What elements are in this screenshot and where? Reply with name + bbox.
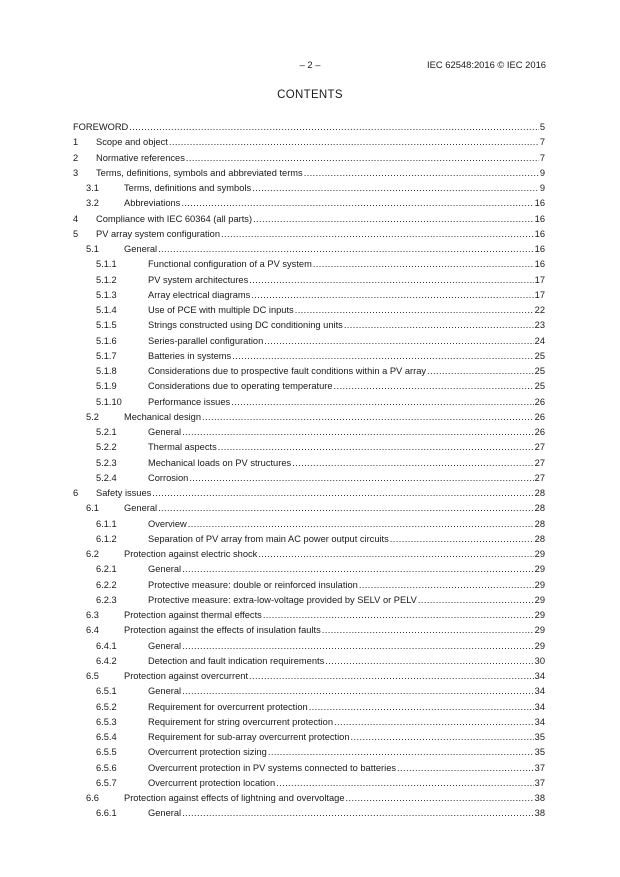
toc-entry-page: 9 (539, 183, 545, 193)
toc-dot-leader (359, 578, 534, 593)
toc-entry-line (124, 547, 545, 562)
toc-entry[interactable] (73, 471, 545, 486)
toc-entry-line (148, 715, 545, 730)
toc-entry-page: 35 (534, 732, 545, 742)
toc-dot-leader (182, 425, 534, 440)
toc-entry-title: PV system architectures (148, 273, 249, 288)
toc-entry[interactable] (73, 318, 545, 333)
toc-entry-number: 6.4.1 (96, 640, 117, 651)
toc-entry-number: 5.1.7 (96, 350, 117, 361)
toc-entry-title: Corrosion (148, 471, 189, 486)
page-title: CONTENTS (277, 89, 343, 101)
toc-entry[interactable] (73, 303, 545, 318)
toc-entry-title: Overcurrent protection sizing (148, 745, 268, 760)
toc-entry-line (148, 806, 545, 821)
toc-entry-number: 6.5.2 (96, 701, 117, 712)
toc-entry-number: 6.2.3 (96, 594, 117, 605)
toc-entry-page: 7 (539, 152, 545, 163)
toc-entry[interactable] (73, 288, 545, 303)
toc-entry[interactable] (73, 120, 545, 135)
toc-entry-line (148, 395, 545, 410)
toc-entry-number: 5.2.4 (96, 472, 117, 483)
toc-entry-title: Protection against thermal effects (124, 608, 263, 623)
toc-entry[interactable] (73, 440, 545, 455)
toc-entry[interactable] (73, 151, 545, 166)
toc-entry-page: 16 (534, 198, 545, 209)
toc-entry-line (148, 639, 545, 654)
toc-entry-line (148, 745, 545, 760)
toc-entry[interactable] (73, 776, 545, 791)
toc-entry-page: 26 (534, 427, 545, 437)
toc-entry-line (148, 761, 545, 776)
toc-entry-page: 28 (534, 533, 545, 544)
toc-entry-number: 6.5.4 (96, 732, 117, 742)
toc-entry-page: 26 (534, 411, 545, 422)
standard-reference: IEC 62548:2016 © IEC 2016 (427, 59, 546, 70)
toc-entry-number: 6.5.7 (96, 777, 117, 788)
toc-entry-title: Protection against effects of lightning and overvoltage (124, 791, 346, 806)
toc-entry-title: Requirement for string overcurrent protection (148, 715, 334, 730)
toc-entry-line (148, 288, 545, 303)
toc-entry[interactable] (73, 212, 545, 227)
toc-entry-title: Protection against the effects of insulation faults (124, 623, 322, 638)
toc-entry-page: 27 (534, 442, 545, 453)
toc-entry-number: 2 (73, 152, 79, 163)
toc-dot-leader (186, 151, 539, 166)
toc-entry-number: 3 (73, 167, 79, 178)
toc-entry[interactable] (73, 578, 545, 593)
toc-entry-line (148, 273, 545, 288)
toc-entry-line (148, 776, 545, 791)
toc-entry-number: 5.1.3 (96, 289, 117, 300)
toc-entry-line (124, 501, 545, 516)
toc-dot-leader (218, 440, 534, 455)
toc-entry-number: 5.1.6 (96, 335, 117, 346)
toc-entry-number: 5.1.8 (96, 366, 117, 376)
toc-entry-title: Protective measure: extra-low-voltage provided by SELV or PELV (148, 593, 418, 608)
toc-dot-leader (182, 562, 534, 577)
toc-entry-page: 38 (534, 808, 545, 819)
table-of-contents (73, 120, 545, 822)
toc-entry-page: 28 (534, 488, 545, 498)
toc-entry[interactable] (73, 181, 545, 196)
toc-entry-number: 6.5.3 (96, 716, 117, 727)
toc-entry-number: 6.1.1 (96, 518, 117, 529)
toc-entry-number: 6.1 (86, 503, 99, 514)
toc-entry-line (148, 440, 545, 455)
toc-entry-page: 25 (534, 381, 545, 392)
toc-dot-leader (276, 776, 534, 791)
toc-dot-leader (268, 745, 534, 760)
toc-entry-line (148, 593, 545, 608)
toc-dot-leader (188, 517, 534, 532)
toc-dot-leader (189, 471, 533, 486)
toc-dot-leader (129, 120, 539, 135)
toc-entry-number: 4 (73, 213, 79, 224)
toc-entry-page: 9 (539, 167, 545, 178)
toc-entry[interactable] (73, 395, 545, 410)
toc-entry[interactable] (73, 135, 545, 150)
toc-entry-page: 26 (534, 396, 545, 407)
toc-entry-title: Series-parallel configuration (148, 334, 264, 349)
toc-entry-line (148, 456, 545, 471)
toc-entry-line (124, 181, 545, 196)
toc-entry-page: 29 (534, 625, 545, 636)
toc-entry-page: 34 (534, 671, 545, 681)
toc-entry-line (148, 700, 545, 715)
toc-entry-title: Scope and object (96, 135, 169, 150)
toc-dot-leader (292, 456, 534, 471)
toc-dot-leader (397, 761, 534, 776)
toc-entry[interactable] (73, 257, 545, 272)
toc-entry-page: 17 (534, 274, 545, 285)
toc-dot-leader (249, 669, 534, 684)
toc-entry-title: Requirement for sub-array overcurrent protection (148, 730, 351, 745)
toc-entry-line (96, 166, 545, 181)
toc-entry-title: General (124, 501, 158, 516)
toc-entry-line (96, 227, 545, 242)
toc-dot-leader (309, 700, 534, 715)
toc-entry[interactable] (73, 623, 545, 638)
toc-dot-leader (351, 730, 534, 745)
toc-entry[interactable] (73, 273, 545, 288)
toc-dot-leader (158, 501, 534, 516)
toc-entry-line (148, 730, 545, 745)
toc-dot-leader (182, 639, 534, 654)
toc-entry-page: 16 (534, 228, 545, 239)
toc-entry-page: 16 (534, 244, 545, 254)
toc-entry-number: 5.2.2 (96, 442, 117, 453)
toc-entry-line (96, 151, 545, 166)
toc-entry-line (148, 517, 545, 532)
toc-dot-leader (418, 593, 534, 608)
toc-entry-number: 6.6.1 (96, 808, 117, 819)
toc-entry[interactable] (73, 349, 545, 364)
toc-entry-page: 25 (534, 350, 545, 361)
toc-entry[interactable] (73, 654, 545, 669)
toc-entry-number: 6.1.2 (96, 533, 117, 544)
toc-entry-page: 29 (534, 610, 545, 620)
toc-entry-line (148, 425, 545, 440)
toc-entry-title: General (148, 425, 182, 440)
toc-entry-page: 16 (534, 259, 545, 270)
toc-entry-number: 6.3 (86, 610, 99, 620)
toc-entry-title: Protection against overcurrent (124, 669, 249, 684)
toc-dot-leader (334, 379, 534, 394)
toc-entry-page: 28 (534, 518, 545, 529)
toc-entry-title: General (148, 806, 182, 821)
toc-entry[interactable] (73, 639, 545, 654)
toc-entry-line (148, 379, 545, 394)
toc-dot-leader (264, 334, 533, 349)
toc-entry-title: Separation of PV array from main AC power output circuits (148, 532, 390, 547)
toc-entry-number: 6.5.6 (96, 762, 117, 773)
toc-entry-number: 6.2 (86, 549, 99, 559)
toc-entry-title: Protection against electric shock (124, 547, 258, 562)
toc-entry-line (148, 334, 545, 349)
toc-dot-leader (152, 486, 533, 501)
toc-entry-page: 29 (534, 579, 545, 590)
toc-entry-number: 5.1.1 (96, 259, 117, 270)
toc-entry-line (148, 684, 545, 699)
toc-entry-title: Overview (148, 517, 188, 532)
toc-entry[interactable] (73, 517, 545, 532)
toc-entry[interactable] (73, 806, 545, 821)
toc-dot-leader (313, 257, 534, 272)
toc-entry-line (148, 349, 545, 364)
toc-entry-line (96, 135, 545, 150)
toc-entry[interactable] (73, 379, 545, 394)
toc-entry[interactable] (73, 501, 545, 516)
toc-entry-line (96, 212, 545, 227)
toc-entry-page: 37 (534, 777, 545, 788)
page-header (0, 59, 620, 73)
toc-entry[interactable] (73, 684, 545, 699)
toc-entry-title: Mechanical design (124, 410, 202, 425)
toc-entry[interactable] (73, 334, 545, 349)
toc-entry-page: 16 (534, 213, 545, 224)
toc-entry[interactable] (73, 730, 545, 745)
toc-dot-leader (182, 806, 534, 821)
toc-entry-title: Safety issues (96, 486, 152, 501)
toc-dot-leader (390, 532, 534, 547)
toc-entry-title: Mechanical loads on PV structures (148, 456, 292, 471)
toc-entry-title: General (148, 639, 182, 654)
toc-entry-title: Abbreviations (124, 196, 181, 211)
toc-entry-title: Thermal aspects (148, 440, 218, 455)
toc-entry-line (148, 303, 545, 318)
toc-entry-line (124, 196, 545, 211)
toc-dot-leader (427, 364, 534, 379)
toc-entry[interactable] (73, 547, 545, 562)
toc-entry-title: PV array system configuration (96, 227, 221, 242)
toc-entry-title: Terms, definitions, symbols and abbreviated terms (96, 166, 304, 181)
toc-entry-title: Performance issues (148, 395, 231, 410)
toc-entry-title: Batteries in systems (148, 349, 232, 364)
toc-entry-number: 6.6 (86, 793, 99, 803)
toc-entry-page: 29 (534, 640, 545, 651)
toc-dot-leader (346, 791, 534, 806)
toc-entry-number: 6.2.2 (96, 579, 117, 590)
toc-entry[interactable] (73, 562, 545, 577)
toc-entry-title: Protective measure: double or reinforced insulation (148, 578, 359, 593)
toc-entry-page: 17 (534, 289, 545, 300)
toc-entry-title: General (148, 562, 182, 577)
toc-dot-leader (221, 227, 534, 242)
toc-dot-leader (252, 181, 539, 196)
toc-dot-leader (263, 608, 534, 623)
toc-entry-line (148, 364, 545, 379)
toc-entry-line (124, 608, 545, 623)
toc-entry-line (148, 562, 545, 577)
toc-entry-number: 6 (73, 488, 79, 498)
toc-entry-number: 6.5.5 (96, 747, 117, 758)
toc-entry-line (148, 257, 545, 272)
toc-entry-title: Use of PCE with multiple DC inputs (148, 303, 295, 318)
toc-entry[interactable] (73, 242, 545, 257)
toc-entry-line (124, 669, 545, 684)
toc-entry-line (148, 578, 545, 593)
toc-dot-leader (182, 684, 534, 699)
toc-entry-page: 30 (534, 655, 545, 666)
toc-dot-leader (249, 273, 533, 288)
toc-dot-leader (304, 166, 539, 181)
toc-entry[interactable] (73, 715, 545, 730)
toc-entry-number: 5 (73, 228, 79, 239)
toc-entry-line (148, 471, 545, 486)
toc-entry-number: 6.5.1 (96, 686, 117, 697)
toc-entry[interactable] (73, 669, 545, 684)
toc-entry-title: Overcurrent protection in PV systems connected to batteries (148, 761, 397, 776)
toc-entry-number: 5.1.10 (96, 396, 122, 407)
toc-dot-leader (295, 303, 534, 318)
toc-entry-number: 5.2.3 (96, 457, 117, 468)
toc-dot-leader (258, 547, 533, 562)
toc-entry-line (148, 532, 545, 547)
toc-entry-page: 34 (534, 716, 545, 727)
toc-dot-leader (325, 654, 533, 669)
toc-entry-page: 5 (539, 122, 545, 132)
toc-dot-leader (158, 242, 534, 257)
toc-entry[interactable] (73, 700, 545, 715)
toc-entry-title: Normative references (96, 151, 186, 166)
toc-entry-title: Terms, definitions and symbols (124, 181, 252, 196)
toc-entry-title: Strings constructed using DC conditioning units (148, 318, 344, 333)
toc-dot-leader (232, 349, 533, 364)
toc-dot-leader (202, 410, 534, 425)
toc-entry-page: 27 (534, 457, 545, 468)
toc-entry-page: 29 (534, 564, 545, 575)
toc-entry-number: 5.1.4 (96, 305, 117, 315)
toc-entry-title: Overcurrent protection location (148, 776, 276, 791)
toc-entry-page: 34 (534, 701, 545, 712)
toc-entry-number: 5.1.5 (96, 320, 117, 331)
toc-entry-title: General (124, 242, 158, 257)
toc-dot-leader (334, 715, 534, 730)
toc-entry-line (73, 120, 545, 135)
toc-entry[interactable] (73, 425, 545, 440)
toc-entry-title: FOREWORD (73, 120, 129, 135)
toc-entry-line (124, 410, 545, 425)
toc-entry[interactable] (73, 761, 545, 776)
toc-dot-leader (169, 135, 539, 150)
toc-entry-line (96, 486, 545, 501)
toc-entry-number: 5.2.1 (96, 427, 117, 437)
toc-dot-leader (231, 395, 534, 410)
toc-entry[interactable] (73, 532, 545, 547)
toc-entry[interactable] (73, 456, 545, 471)
toc-entry-number: 5.1.2 (96, 274, 117, 285)
toc-entry-line (124, 242, 545, 257)
toc-entry[interactable] (73, 227, 545, 242)
toc-entry-number: 3.2 (86, 198, 99, 209)
toc-entry-number: 5.1.9 (96, 381, 117, 392)
toc-entry-line (148, 654, 545, 669)
toc-entry-number: 5.2 (86, 411, 99, 422)
toc-entry-number: 6.4.2 (96, 655, 117, 666)
toc-entry[interactable] (73, 791, 545, 806)
toc-entry-page: 23 (534, 320, 545, 331)
toc-entry-page: 38 (534, 793, 545, 803)
toc-entry-line (124, 623, 545, 638)
toc-entry-page: 7 (539, 137, 545, 148)
toc-entry-title: Detection and fault indication requirements (148, 654, 325, 669)
toc-entry-number: 3.1 (86, 183, 99, 193)
toc-entry-page: 35 (534, 747, 545, 758)
toc-entry-title: General (148, 684, 182, 699)
toc-dot-leader (253, 212, 534, 227)
toc-dot-leader (181, 196, 533, 211)
toc-entry-number: 5.1 (86, 244, 99, 254)
toc-entry-title: Requirement for overcurrent protection (148, 700, 309, 715)
toc-dot-leader (322, 623, 534, 638)
toc-entry[interactable] (73, 745, 545, 760)
toc-entry-number: 1 (73, 137, 79, 148)
toc-entry-page: 24 (534, 335, 545, 346)
toc-entry[interactable] (73, 196, 545, 211)
toc-entry[interactable] (73, 364, 545, 379)
toc-entry-title: Array electrical diagrams (148, 288, 251, 303)
toc-entry-line (124, 791, 545, 806)
toc-entry-number: 6.5 (86, 671, 99, 681)
toc-entry[interactable] (73, 410, 545, 425)
toc-entry[interactable] (73, 166, 545, 181)
toc-entry-line (148, 318, 545, 333)
toc-entry-title: Compliance with IEC 60364 (all parts) (96, 212, 253, 227)
toc-entry-page: 22 (534, 305, 545, 315)
toc-entry-page: 27 (534, 472, 545, 483)
toc-entry-page: 29 (534, 594, 545, 605)
toc-entry[interactable] (73, 608, 545, 623)
toc-entry-title: Considerations due to operating temperature (148, 379, 334, 394)
toc-entry-page: 34 (534, 686, 545, 697)
toc-dot-leader (251, 288, 533, 303)
toc-entry-page: 37 (534, 762, 545, 773)
toc-entry-number: 6.4 (86, 625, 99, 636)
toc-entry-page: 28 (534, 503, 545, 514)
toc-entry-page: 29 (534, 549, 545, 559)
toc-dot-leader (344, 318, 534, 333)
page-number: – 2 – (299, 59, 321, 70)
toc-entry-title: Functional configuration of a PV system (148, 257, 313, 272)
toc-entry-page: 25 (534, 366, 545, 376)
toc-entry-number: 6.2.1 (96, 564, 117, 575)
toc-entry-title: Considerations due to prospective fault conditions within a PV array (148, 364, 427, 379)
toc-entry[interactable] (73, 593, 545, 608)
toc-entry[interactable] (73, 486, 545, 501)
